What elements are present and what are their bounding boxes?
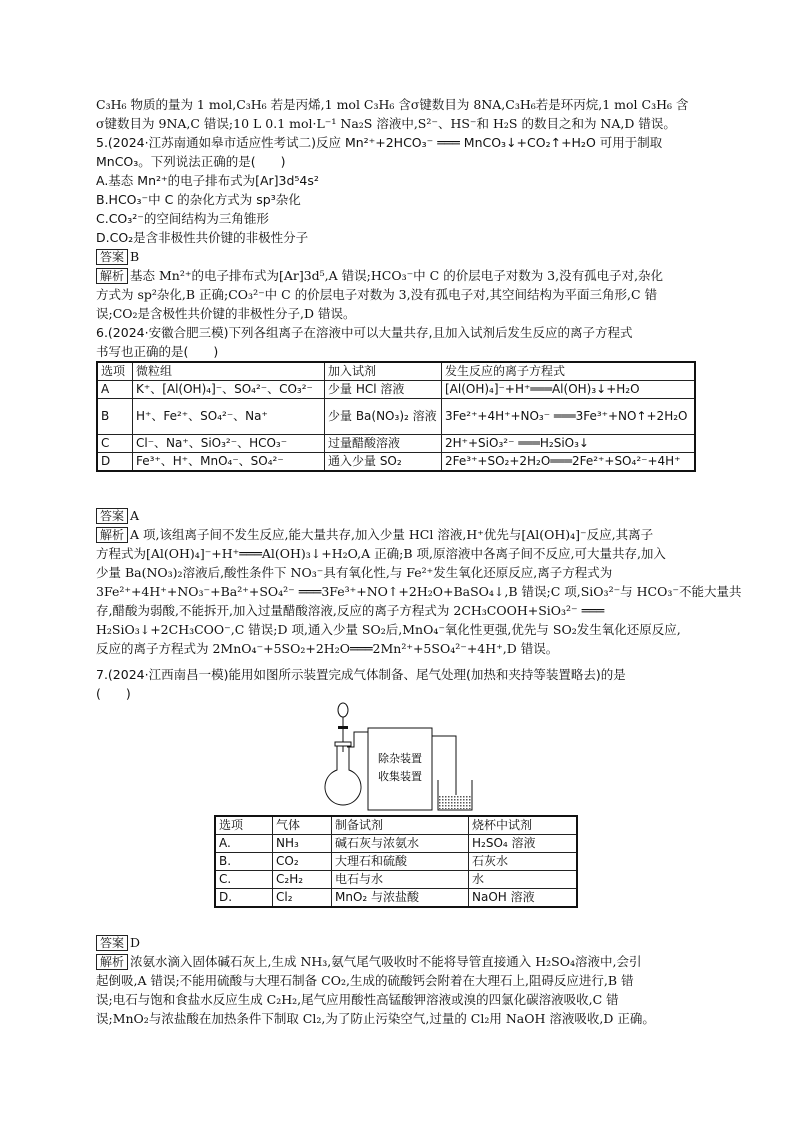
purify-collect-box (368, 728, 432, 810)
table-cell: 电石与水 (332, 871, 469, 889)
question-5-stem: 5.(2024·江苏南通如皋市适应性考试二)反应 Mn²⁺+2HCO₃⁻ ═══ MnCO₃↓+CO₂↑+H₂O 可用于制取 (96, 135, 663, 150)
answer-value: B (130, 249, 140, 264)
table-cell: 3Fe²⁺+4H⁺+NO₃⁻ ═══3Fe³⁺+NO↑+2H₂O (442, 399, 696, 435)
answer-7 (96, 934, 694, 951)
header-cell: 制备试剂 (332, 816, 469, 835)
option-d: D.CO₂是含非极性共价键的非极性分子 (96, 230, 309, 245)
apparatus-diagram (310, 700, 490, 815)
analysis-label: 解析 (96, 527, 128, 543)
table-row (97, 381, 695, 399)
header-cell: 选项 (97, 362, 133, 381)
table-cell: 通入少量 SO₂ (325, 453, 442, 472)
text-line: C₃H₆ 物质的量为 1 mol,C₃H₆ 若是丙烯,1 mol C₃H₆ 含σ键数目为 8NA,C₃H₆若是环丙烷,1 mol C₃H₆ 含 (96, 97, 689, 112)
answer-6 (96, 507, 694, 524)
analysis-line: 少量 Ba(NO₃)₂溶液后,酸性条件下 NO₃⁻具有氧化性,与 Fe²⁺发生氧化还原反应,离子方程式为 (96, 565, 613, 580)
analysis-line: 误;MnO₂与浓盐酸在加热条件下制取 Cl₂,为了防止污染空气,过量的 Cl₂用 NaOH 溶液吸收,D 正确。 (96, 1011, 655, 1026)
table-cell: 2H⁺+SiO₃²⁻ ═══H₂SiO₃↓ (442, 435, 696, 453)
table-cell: CO₂ (273, 853, 332, 871)
table-cell: 石灰水 (469, 853, 578, 871)
table-cell: MnO₂ 与浓盐酸 (332, 889, 469, 908)
answer-5 (96, 248, 694, 265)
table-row (215, 835, 577, 853)
option-c: C.CO₃²⁻的空间结构为三角锥形 (96, 211, 269, 226)
table-cell: [Al(OH)₄]⁻+H⁺═══Al(OH)₃↓+H₂O (442, 381, 696, 399)
table-cell: 少量 Ba(NO₃)₂ 溶液 (325, 399, 442, 435)
table-cell: B (97, 399, 133, 435)
table-cell: 碱石灰与浓氨水 (332, 835, 469, 853)
answer-label: 答案 (96, 508, 128, 524)
table-cell: 少量 HCl 溶液 (325, 381, 442, 399)
analysis-line: 反应的离子方程式为 2MnO₄⁻+5SO₂+2H₂O═══2Mn²⁺+5SO₄²⁻+4H⁺,D 错误。 (96, 641, 559, 656)
ion-table (96, 361, 696, 472)
table-cell: 大理石和硫酸 (332, 853, 469, 871)
analysis-line: 误;CO₂是含极性共价键的非极性分子,D 错误。 (96, 306, 356, 321)
header-cell: 选项 (215, 816, 273, 835)
answer-value: D (130, 935, 141, 950)
header-cell: 烧杯中试剂 (469, 816, 578, 835)
table-cell: H₂SO₄ 溶液 (469, 835, 578, 853)
table-cell: C (97, 435, 133, 453)
table-row (215, 889, 577, 908)
table-cell: A (97, 381, 133, 399)
table-cell: A. (215, 835, 273, 853)
option-b: B.HCO₃⁻中 C 的杂化方式为 sp³杂化 (96, 192, 301, 207)
beaker-liquid (439, 795, 471, 809)
table-cell: Cl⁻、Na⁺、SiO₃²⁻、HCO₃⁻ (133, 435, 325, 453)
header-cell: 加入试剂 (325, 362, 442, 381)
answer-label: 答案 (96, 935, 128, 951)
table-header-row (97, 362, 695, 381)
table-cell: D (97, 453, 133, 472)
table-cell: D. (215, 889, 273, 908)
table-row (215, 853, 577, 871)
text-line: σ键数目为 9NA,C 错误;10 L 0.1 mol·L⁻¹ Na₂S 溶液中,S²⁻、HS⁻和 H₂S 的数目之和为 NA,D 错误。 (96, 116, 676, 131)
table-cell: 过量醋酸溶液 (325, 435, 442, 453)
gas-table (214, 815, 578, 908)
analysis-line: 误;电石与饱和食盐水反应生成 C₂H₂,尾气应用酸性高锰酸钾溶液或溴的四氯化碳溶液吸收,C 错 (96, 992, 619, 1007)
table-row (215, 871, 577, 889)
analysis-7 (96, 953, 694, 970)
question-6-stem: 书写也正确的是( ) (96, 344, 219, 359)
box-label-1: 除杂装置 (378, 752, 422, 765)
analysis-line: 3Fe²⁺+4H⁺+NO₃⁻+Ba²⁺+SO₄²⁻ ═══3Fe³⁺+NO↑+2H₂O+BaSO₄↓,B 错误;C 项,SiO₃²⁻与 HCO₃⁻不能大量共 (96, 584, 742, 599)
table-cell: NaOH 溶液 (469, 889, 578, 908)
analysis-line: 方程式为[Al(OH)₄]⁻+H⁺═══Al(OH)₃↓+H₂O,A 正确;B 项,原溶液中各离子间不反应,可大量共存,加入 (96, 546, 666, 561)
box-label-2: 收集装置 (378, 770, 422, 783)
analysis-text: 基态 Mn²⁺的电子排布式为[Ar]3d⁵,A 错误;HCO₃⁻中 C 的价层电子对数为 3,没有孤电子对,杂化 (130, 268, 664, 283)
table-cell: K⁺、[Al(OH)₄]⁻、SO₄²⁻、CO₃²⁻ (133, 381, 325, 399)
funnel-stopcock (338, 726, 348, 729)
analysis-line: H₂SiO₃↓+2CH₃COO⁻,C 错误;D 项,通入少量 SO₂后,MnO₄⁻氧化性更强,优先与 SO₂发生氧化还原反应, (96, 622, 681, 637)
outlet-tube (432, 736, 456, 796)
table-cell: NH₃ (273, 835, 332, 853)
table-cell: 水 (469, 871, 578, 889)
analysis-6 (96, 526, 694, 543)
analysis-line: 方式为 sp²杂化,B 正确;CO₃²⁻中 C 的价层电子对数为 3,没有孤电子对,其空间结构为平面三角形,C 错 (96, 287, 658, 302)
header-cell: 气体 (273, 816, 332, 835)
analysis-label: 解析 (96, 268, 128, 284)
analysis-line: 起倒吸,A 错误;不能用硫酸与大理石制备 CO₂,生成的硫酸钙会附着在大理石上,阻碍反应进行,B 错 (96, 973, 634, 988)
question-7-stem: 7.(2024·江西南昌一模)能用如图所示装置完成气体制备、尾气处理(加热和夹持等装置略去)的是 (96, 667, 626, 682)
table-cell: H⁺、Fe²⁺、SO₄²⁻、Na⁺ (133, 399, 325, 435)
header-cell: 微粒组 (133, 362, 325, 381)
table-row (97, 399, 695, 435)
table-cell: 2Fe³⁺+SO₂+2H₂O═══2Fe²⁺+SO₄²⁻+4H⁺ (442, 453, 696, 472)
answer-label: 答案 (96, 249, 128, 265)
table-row (97, 453, 695, 472)
analysis-text: A 项,该组离子间不发生反应,能大量共存,加入少量 HCl 溶液,H⁺优先与[Al(OH)₄]⁻反应,其离子 (130, 527, 654, 542)
table-header-row (215, 816, 577, 835)
table-cell: C. (215, 871, 273, 889)
analysis-text: 浓氨水滴入固体碱石灰上,生成 NH₃,氨气尾气吸收时不能将导管直接通入 H₂SO₄溶液中,会引 (130, 954, 642, 969)
analysis-label: 解析 (96, 954, 128, 970)
table-row (97, 435, 695, 453)
analysis-5 (96, 267, 694, 284)
option-a: A.基态 Mn²⁺的电子排布式为[Ar]3d⁵4s² (96, 173, 319, 188)
round-flask (325, 744, 361, 805)
question-5-stem: MnCO₃。下列说法正确的是( ) (96, 154, 286, 169)
table-cell: B. (215, 853, 273, 871)
table-cell: Fe³⁺、H⁺、MnO₄⁻、SO₄²⁻ (133, 453, 325, 472)
table-cell: Cl₂ (273, 889, 332, 908)
header-cell: 发生反应的离子方程式 (442, 362, 696, 381)
question-7-stem: ( ) (96, 686, 131, 701)
table-cell: C₂H₂ (273, 871, 332, 889)
answer-value: A (130, 508, 140, 523)
question-6-stem: 6.(2024·安徽合肥三模)下列各组离子在溶液中可以大量共存,且加入试剂后发生反应的离子方程式 (96, 325, 633, 340)
analysis-line: 存,醋酸为弱酸,不能拆开,加入过量醋酸溶液,反应的离子方程式为 2CH₃COOH+SiO₃²⁻ ═══ (96, 603, 605, 618)
funnel-bulb (338, 703, 348, 717)
